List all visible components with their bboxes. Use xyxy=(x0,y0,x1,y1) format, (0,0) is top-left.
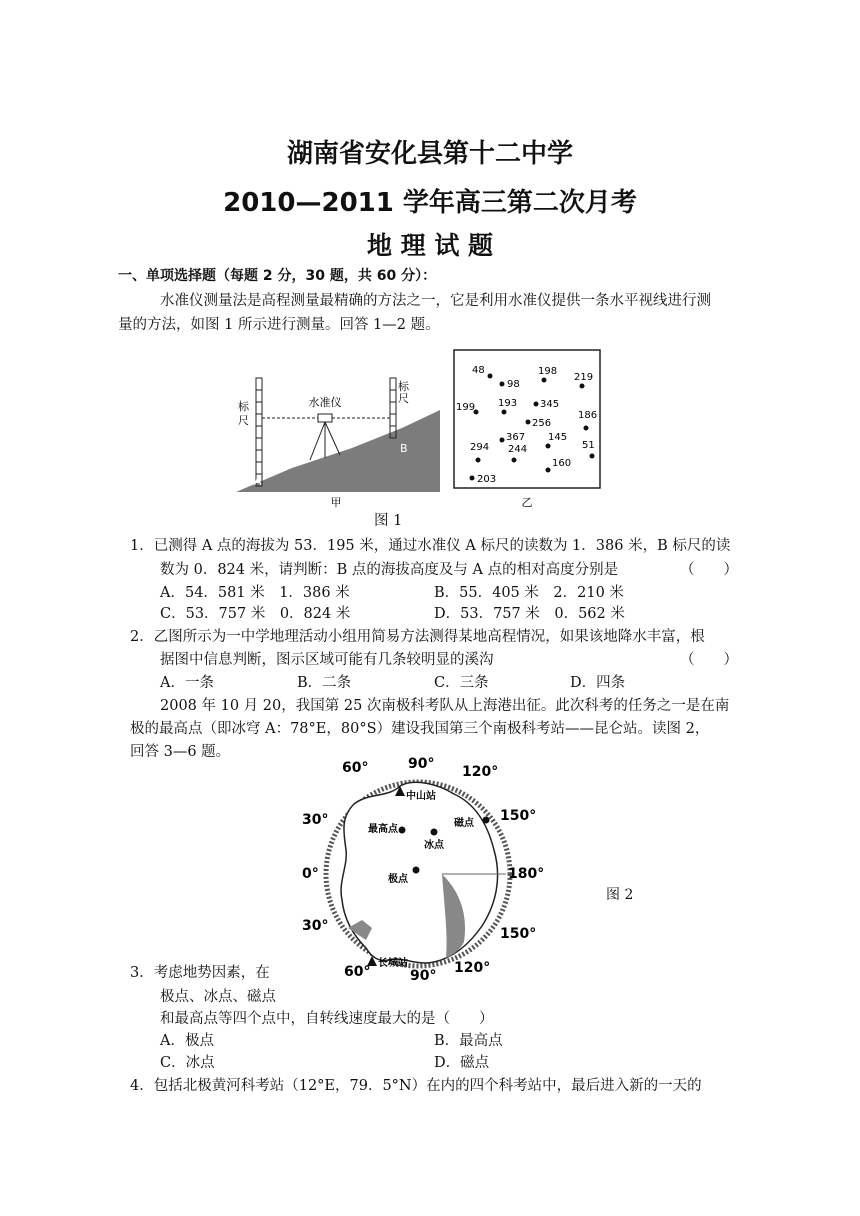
label-bottom-120: 120° xyxy=(454,960,491,976)
intro2-line2: 极的最高点（即冰穹 A：78°E，80°S）建设我国第三个南极科考站——昆仑站。读图 2， xyxy=(130,721,710,737)
q3-line2: 极点、冰点、磁点 xyxy=(160,989,276,1005)
q2-line1: 2．乙图所示为一中学地理活动小组用简易方法测得某地高程情况，如果该地降水丰富，根 xyxy=(130,629,705,645)
q1-bracket: （ ） xyxy=(680,562,738,578)
exam-title: 2010—2011 学年高三第二次月考 xyxy=(223,188,637,218)
q4-line1: 4．包括北极黄河科考站（12°E，79．5°N）在内的四个科考站中，最后进入新的一天的 xyxy=(130,1078,702,1094)
q3-option-a: A．极点 xyxy=(160,1033,214,1049)
left-staff-label-1: 标 xyxy=(238,400,249,413)
changcheng-station-label: 长城站 xyxy=(378,958,408,969)
q1-option-c: C．53．757 米 0．824 米 xyxy=(160,606,351,622)
q2-option-c: C．三条 xyxy=(434,675,489,691)
yi-point: 294 xyxy=(470,442,490,453)
intro1-line2: 量的方法，如图 1 所示进行测量。回答 1—2 题。 xyxy=(118,317,440,333)
yi-point: 145 xyxy=(548,432,568,443)
yi-point: 198 xyxy=(538,366,558,377)
q2-bracket: （ ） xyxy=(680,652,738,668)
left-staff-label-2: 尺 xyxy=(238,414,249,427)
instrument-label: 水准仪 xyxy=(308,396,342,409)
q3-line3: 和最高点等四个点中，自转线速度最大的是（ ） xyxy=(160,1011,494,1027)
label-bottom-60: 60° xyxy=(344,964,371,980)
label-top-90: 90° xyxy=(408,756,435,772)
yi-point: 193 xyxy=(498,398,518,409)
q2-option-b: B．二条 xyxy=(297,675,352,691)
label-left-30-top: 30° xyxy=(302,812,329,828)
highest-point-label: 最高点 xyxy=(368,824,398,835)
yi-point: 160 xyxy=(552,458,572,469)
figure1-jia xyxy=(232,340,444,508)
figure1-caption: 图 1 xyxy=(374,513,403,529)
label-bottom-90: 90° xyxy=(410,968,437,982)
yi-label: 乙 xyxy=(521,496,533,509)
yi-point: 203 xyxy=(477,474,497,485)
intro2-line1: 2008 年 10 月 20，我国第 25 次南极科考队从上海港出征。此次科考的任务之一是在南 xyxy=(160,698,730,714)
q2-line2: 据图中信息判断，图示区域可能有几条较明显的溪沟 xyxy=(160,652,494,668)
yi-point: 367 xyxy=(506,432,526,443)
label-right-180: 180° xyxy=(508,866,545,882)
q1-option-a: A．54．581 米 1．386 米 xyxy=(160,585,350,601)
label-left-30-bottom: 30° xyxy=(302,918,329,934)
magnetic-point-label: 磁点 xyxy=(454,818,474,829)
label-right-150-top: 150° xyxy=(500,808,537,824)
figure1-yi xyxy=(452,348,604,512)
yi-point: 199 xyxy=(456,402,476,413)
label-right-150-bottom: 150° xyxy=(500,926,537,942)
q2-option-d: D．四条 xyxy=(570,675,626,691)
q3-option-b: B．最高点 xyxy=(434,1033,503,1049)
section-heading: 一、单项选择题（每题 2 分，30 题，共 60 分）： xyxy=(118,268,437,284)
label-left-0: 0° xyxy=(302,866,319,882)
right-staff-label-2: 尺 xyxy=(398,392,409,405)
point-a-label: A xyxy=(254,475,262,488)
q2-option-a: A．一条 xyxy=(160,675,214,691)
q1-option-d: D．53．757 米 0．562 米 xyxy=(434,606,625,622)
figure2-map xyxy=(292,752,560,982)
yi-point: 51 xyxy=(582,440,595,451)
yi-point: 244 xyxy=(508,444,528,455)
school-title: 湖南省安化县第十二中学 xyxy=(286,139,573,169)
q1-option-b: B．55．405 米 2．210 米 xyxy=(434,585,624,601)
q1-line2: 数为 0．824 米，请判断：B 点的海拔高度及与 A 点的相对高度分别是 xyxy=(160,562,619,578)
q3-option-d: D．磁点 xyxy=(434,1055,490,1071)
right-staff-label-1: 标 xyxy=(398,380,409,393)
jia-label: 甲 xyxy=(330,496,342,508)
yi-point: 256 xyxy=(532,418,552,429)
yi-point: 98 xyxy=(507,379,520,390)
label-top-60: 60° xyxy=(342,760,369,776)
q3-line1: 3．考虑地势因素，在 xyxy=(130,965,270,981)
yi-point: 186 xyxy=(578,410,598,421)
yi-point: 219 xyxy=(574,372,594,383)
pole-point-label: 极点 xyxy=(388,874,408,885)
subject-title: 地 理 试 题 xyxy=(366,231,494,260)
ice-point-label: 冰点 xyxy=(424,840,444,851)
label-top-120: 120° xyxy=(462,764,499,780)
yi-point: 345 xyxy=(540,399,560,410)
q1-line1: 1．已测得 A 点的海拔为 53．195 米，通过水准仪 A 标尺的读数为 1．386 米，B 标尺的读 xyxy=(130,538,731,554)
zhongshan-station-label: 中山站 xyxy=(406,791,436,802)
intro1-line1: 水准仪测量法是高程测量最精确的方法之一，它是利用水准仪提供一条水平视线进行测 xyxy=(160,293,711,309)
q3-option-c: C．冰点 xyxy=(160,1055,215,1071)
intro2-line3: 回答 3—6 题。 xyxy=(130,744,231,760)
yi-point: 48 xyxy=(472,365,485,376)
figure2-caption: 图 2 xyxy=(606,887,634,903)
point-b-label: B xyxy=(400,442,408,455)
